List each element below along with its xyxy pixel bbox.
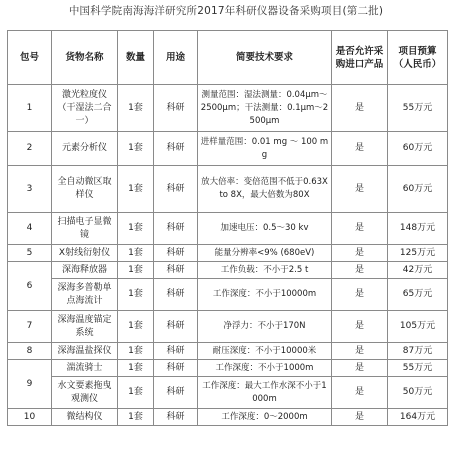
cell-import: 是 bbox=[332, 262, 388, 279]
cell-qty: 1套 bbox=[118, 85, 154, 132]
cell-use: 科研 bbox=[154, 245, 198, 262]
procurement-table bbox=[7, 30, 448, 426]
cell-name: 扫描电子显微镜 bbox=[52, 213, 118, 245]
cell-budget: 55万元 bbox=[388, 360, 448, 377]
cell-qty: 1套 bbox=[118, 409, 154, 426]
cell-spec: 工作深度：不小于10000m bbox=[198, 279, 332, 311]
cell-use: 科研 bbox=[154, 166, 198, 213]
cell-import: 是 bbox=[332, 85, 388, 132]
cell-no: 4 bbox=[8, 213, 52, 245]
cell-budget: 50万元 bbox=[388, 377, 448, 409]
cell-budget: 65万元 bbox=[388, 279, 448, 311]
cell-spec: 工作深度：不小于1000m bbox=[198, 360, 332, 377]
cell-name: X射线衍射仪 bbox=[52, 245, 118, 262]
cell-qty: 1套 bbox=[118, 166, 154, 213]
cell-qty: 1套 bbox=[118, 279, 154, 311]
cell-name: 水文要素拖曳观测仪 bbox=[52, 377, 118, 409]
cell-import: 是 bbox=[332, 343, 388, 360]
cell-budget: 164万元 bbox=[388, 409, 448, 426]
cell-budget: 60万元 bbox=[388, 166, 448, 213]
cell-qty: 1套 bbox=[118, 245, 154, 262]
cell-import: 是 bbox=[332, 279, 388, 311]
cell-use: 科研 bbox=[154, 360, 198, 377]
cell-no: 7 bbox=[8, 311, 52, 343]
cell-no: 8 bbox=[8, 343, 52, 360]
cell-qty: 1套 bbox=[118, 343, 154, 360]
header-name: 货物名称 bbox=[52, 31, 118, 85]
cell-name: 元素分析仪 bbox=[52, 132, 118, 166]
cell-qty: 1套 bbox=[118, 377, 154, 409]
cell-spec: 加速电压：0.5～30 kv bbox=[198, 213, 332, 245]
cell-no: 10 bbox=[8, 409, 52, 426]
header-import: 是否允许采购进口产品 bbox=[332, 31, 388, 85]
header-use: 用途 bbox=[154, 31, 198, 85]
cell-no: 9 bbox=[8, 360, 52, 409]
table-row bbox=[8, 279, 448, 311]
cell-import: 是 bbox=[332, 377, 388, 409]
cell-use: 科研 bbox=[154, 213, 198, 245]
cell-import: 是 bbox=[332, 166, 388, 213]
cell-no: 1 bbox=[8, 85, 52, 132]
table-row bbox=[8, 213, 448, 245]
cell-name: 深海温盐探仪 bbox=[52, 343, 118, 360]
header-spec: 简要技术要求 bbox=[198, 31, 332, 85]
cell-spec: 工作深度：0～2000m bbox=[198, 409, 332, 426]
cell-qty: 1套 bbox=[118, 360, 154, 377]
cell-use: 科研 bbox=[154, 85, 198, 132]
table-row bbox=[8, 262, 448, 279]
cell-spec: 能量分辨率<9% (680eV) bbox=[198, 245, 332, 262]
cell-use: 科研 bbox=[154, 279, 198, 311]
cell-no: 5 bbox=[8, 245, 52, 262]
cell-no: 2 bbox=[8, 132, 52, 166]
header-no: 包号 bbox=[8, 31, 52, 85]
table-row bbox=[8, 85, 448, 132]
table-row bbox=[8, 377, 448, 409]
cell-spec: 工作深度：最大工作水深不小于1000m bbox=[198, 377, 332, 409]
cell-use: 科研 bbox=[154, 311, 198, 343]
cell-budget: 125万元 bbox=[388, 245, 448, 262]
header-budget: 项目预算（人民币） bbox=[388, 31, 448, 85]
cell-use: 科研 bbox=[154, 132, 198, 166]
table-header-row bbox=[8, 31, 448, 85]
cell-budget: 55万元 bbox=[388, 85, 448, 132]
cell-spec: 测量范围：湿法测量：0.04μm～2500μm；干法测量：0.1μm～2500μm bbox=[198, 85, 332, 132]
document-title: 中国科学院南海海洋研究所2017年科研仪器设备采购项目(第二批) bbox=[68, 5, 384, 17]
cell-budget: 148万元 bbox=[388, 213, 448, 245]
cell-name: 深海温度锚定系统 bbox=[52, 311, 118, 343]
cell-use: 科研 bbox=[154, 377, 198, 409]
cell-import: 是 bbox=[332, 213, 388, 245]
cell-name: 全自动微区取样仪 bbox=[52, 166, 118, 213]
cell-import: 是 bbox=[332, 409, 388, 426]
cell-spec: 净浮力：不小于170N bbox=[198, 311, 332, 343]
cell-qty: 1套 bbox=[118, 132, 154, 166]
cell-budget: 87万元 bbox=[388, 343, 448, 360]
cell-use: 科研 bbox=[154, 262, 198, 279]
cell-spec: 工作负载：不小于2.5 t bbox=[198, 262, 332, 279]
table-row bbox=[8, 166, 448, 213]
cell-import: 是 bbox=[332, 360, 388, 377]
cell-budget: 42万元 bbox=[388, 262, 448, 279]
cell-import: 是 bbox=[332, 245, 388, 262]
table-row bbox=[8, 409, 448, 426]
cell-spec: 耐压深度：不小于10000米 bbox=[198, 343, 332, 360]
table-row bbox=[8, 343, 448, 360]
cell-import: 是 bbox=[332, 132, 388, 166]
cell-name: 湍流骑士 bbox=[52, 360, 118, 377]
table-row bbox=[8, 132, 448, 166]
cell-name: 深海多普勒单点海流计 bbox=[52, 279, 118, 311]
cell-use: 科研 bbox=[154, 409, 198, 426]
cell-qty: 1套 bbox=[118, 311, 154, 343]
cell-budget: 60万元 bbox=[388, 132, 448, 166]
cell-qty: 1套 bbox=[118, 262, 154, 279]
cell-use: 科研 bbox=[154, 343, 198, 360]
cell-qty: 1套 bbox=[118, 213, 154, 245]
cell-spec: 进样量范围：0.01 mg ～ 100 mg bbox=[198, 132, 332, 166]
cell-spec: 放大倍率：变倍范围不低于0.63X to 8X，最大倍数为80X bbox=[198, 166, 332, 213]
table-row bbox=[8, 245, 448, 262]
cell-no: 6 bbox=[8, 262, 52, 311]
cell-no: 3 bbox=[8, 166, 52, 213]
header-qty: 数量 bbox=[118, 31, 154, 85]
cell-name: 激光粒度仪（干湿法二合一） bbox=[52, 85, 118, 132]
cell-budget: 105万元 bbox=[388, 311, 448, 343]
cell-name: 微结构仪 bbox=[52, 409, 118, 426]
table-row bbox=[8, 311, 448, 343]
table-row bbox=[8, 360, 448, 377]
cell-import: 是 bbox=[332, 311, 388, 343]
cell-name: 深海释放器 bbox=[52, 262, 118, 279]
